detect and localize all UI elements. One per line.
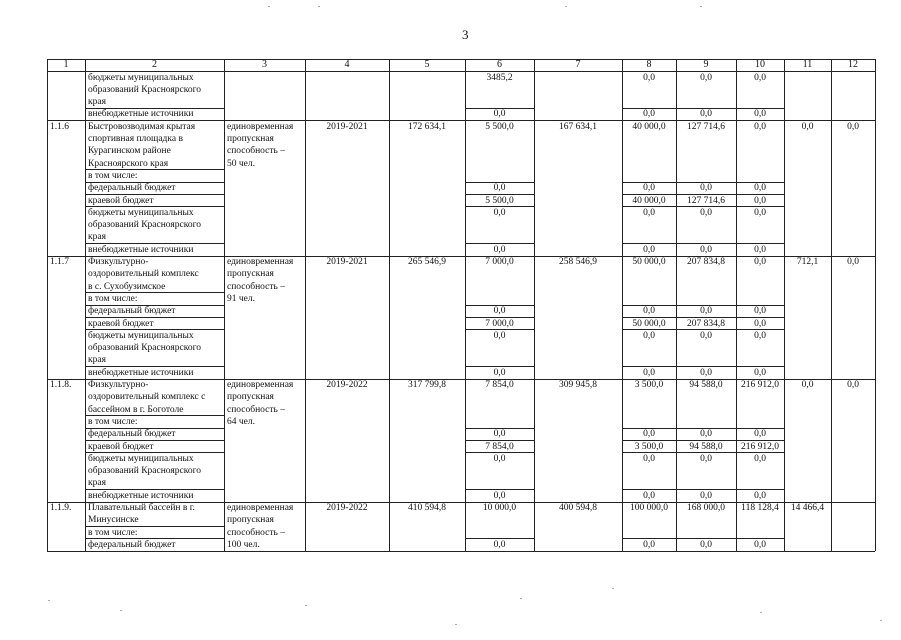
- table-cell-r17-c3: способность –: [227, 281, 285, 292]
- table-cell-r28-c2: в том числе:: [88, 416, 138, 427]
- table-cell-r19-c6: 0,0: [493, 306, 506, 317]
- table-cell-r35-c5: 410 594,8: [408, 503, 446, 513]
- table-cell-r31-c9: 0,0: [700, 453, 712, 464]
- table-cell-r35-c11: 14 466,4: [790, 503, 825, 513]
- table-cell-r15-c10: 0,0: [754, 257, 766, 267]
- scan-speck: [880, 620, 882, 621]
- header-cell-10: 10: [755, 59, 765, 70]
- budget-table: [47, 59, 875, 557]
- table-cell-r3-c6: 0,0: [493, 109, 506, 120]
- page-number: 3: [462, 27, 469, 42]
- table-cell-r29-c8: 0,0: [643, 429, 655, 440]
- table-cell-r11-c2: бюджеты муниципальных: [88, 207, 194, 218]
- table-cell-r4-c4: 2019-2021: [326, 121, 368, 132]
- table-cell-r25-c7: 309 945,8: [559, 380, 597, 390]
- table-cell-r37-c2: в том числе:: [88, 527, 138, 538]
- table-cell-r9-c8: 0,0: [643, 183, 655, 194]
- header-cell-1: 1: [63, 59, 69, 70]
- table-cell-r19-c2: федеральный бюджет: [88, 306, 176, 317]
- table-cell-r15-c3: единовременная: [227, 257, 294, 267]
- table-cell-r38-c3: 100 чел.: [227, 539, 260, 550]
- table-cell-r15-c8: 50 000,0: [632, 257, 666, 267]
- table-cell-r34-c9: 0,0: [700, 490, 712, 501]
- table-cell-r0-c2: бюджеты муниципальных: [88, 72, 194, 83]
- table-cell-r9-c2: федеральный бюджет: [88, 183, 176, 194]
- table-cell-r25-c11: 0,0: [801, 380, 814, 390]
- table-cell-r4-c1: 1.1.6: [50, 121, 69, 132]
- table-cell-r25-c4: 2019-2022: [326, 380, 368, 390]
- table-cell-r26-c3: пропускная: [227, 392, 274, 403]
- table-cell-r21-c6: 0,0: [493, 330, 506, 341]
- table-cell-r38-c2: федеральный бюджет: [88, 539, 176, 550]
- table-cell-r15-c6: 7 000,0: [485, 257, 514, 267]
- table-cell-r29-c10: 0,0: [754, 429, 766, 440]
- table-cell-r34-c6: 0,0: [493, 490, 506, 501]
- table-cell-r20-c6: 7 000,0: [485, 318, 514, 329]
- table-column-rule: [389, 59, 390, 551]
- table-cell-r27-c3: способность –: [227, 404, 285, 415]
- header-cell-9: 9: [703, 59, 709, 70]
- table-column-rule: [534, 59, 535, 551]
- table-cell-r3-c8: 0,0: [643, 109, 655, 120]
- table-cell-r1-c2: образований Красноярского: [88, 84, 202, 95]
- table-cell-r11-c10: 0,0: [754, 207, 766, 218]
- table-cell-r3-c2: внебюджетные источники: [88, 109, 194, 120]
- table-cell-r10-c6: 5 500,0: [485, 195, 514, 206]
- table-cell-r25-c9: 94 588,0: [689, 380, 723, 390]
- table-cell-r17-c2: в с. Сухобузимское: [88, 281, 166, 292]
- table-cell-r19-c8: 0,0: [643, 306, 655, 317]
- table-cell-r19-c9: 0,0: [700, 306, 712, 317]
- table-cell-r0-c8: 0,0: [643, 72, 655, 83]
- table-cell-r4-c12: 0,0: [847, 121, 859, 132]
- table-cell-r25-c12: 0,0: [847, 380, 859, 390]
- table-cell-r25-c10: 216 912,0: [741, 380, 779, 390]
- scan-speck: [268, 6, 270, 7]
- header-cell-11: 11: [802, 59, 813, 70]
- table-cell-r30-c9: 94 588,0: [689, 441, 723, 452]
- table-cell-r15-c4: 2019-2021: [326, 257, 368, 267]
- table-cell-r25-c5: 317 799,8: [408, 380, 446, 390]
- table-cell-r34-c8: 0,0: [643, 490, 655, 501]
- table-cell-r35-c3: единовременная: [227, 503, 294, 513]
- table-cell-r22-c2: образований Красноярского: [88, 343, 202, 354]
- table-cell-r35-c4: 2019-2022: [326, 503, 368, 513]
- table-cell-r16-c2: оздоровительный комплекс: [88, 269, 199, 280]
- table-cell-r4-c11: 0,0: [801, 121, 814, 132]
- table-cell-r35-c7: 400 594,8: [559, 503, 597, 513]
- table-cell-r5-c3: пропускная: [227, 134, 274, 144]
- header-cell-7: 7: [575, 59, 581, 70]
- table-cell-r13-c2: края: [88, 232, 106, 243]
- table-cell-r24-c9: 0,0: [700, 367, 712, 378]
- table-cell-r15-c2: Физкультурно-: [88, 257, 149, 267]
- scan-speck: [700, 6, 702, 7]
- header-cell-5: 5: [424, 59, 430, 70]
- table-cell-r35-c8: 100 000,0: [630, 503, 668, 513]
- table-cell-r4-c5: 172 634,1: [408, 121, 446, 132]
- table-cell-r4-c8: 40 000,0: [632, 121, 666, 132]
- table-cell-r36-c2: Минусинске: [88, 515, 139, 526]
- table-cell-r10-c2: краевой бюджет: [88, 195, 154, 206]
- table-cell-r25-c3: единовременная: [227, 380, 294, 390]
- table-cell-r38-c10: 0,0: [754, 539, 766, 550]
- table-cell-r30-c2: краевой бюджет: [88, 441, 154, 452]
- table-cell-r38-c6: 0,0: [493, 539, 506, 550]
- table-cell-r35-c9: 168 000,0: [687, 503, 725, 513]
- table-column-rule: [875, 59, 876, 551]
- table-cell-r11-c9: 0,0: [700, 207, 712, 218]
- table-cell-r4-c9: 127 714,6: [687, 121, 725, 132]
- table-cell-r15-c12: 0,0: [847, 257, 859, 267]
- table-column-rule: [224, 59, 225, 551]
- table-cell-r11-c6: 0,0: [493, 207, 506, 218]
- header-cell-8: 8: [646, 59, 652, 70]
- table-cell-r4-c3: единовременная: [227, 121, 294, 132]
- table-cell-r6-c2: Курагинском районе: [88, 146, 171, 157]
- table-cell-r21-c8: 0,0: [643, 330, 655, 341]
- table-cell-r0-c10: 0,0: [754, 72, 766, 83]
- table-cell-r7-c2: Красноярского края: [88, 158, 169, 169]
- table-cell-r9-c6: 0,0: [493, 183, 506, 194]
- table-column-rule: [47, 59, 48, 551]
- table-cell-r25-c2: Физкультурно-: [88, 380, 149, 390]
- table-cell-r7-c3: 50 чел.: [227, 158, 255, 169]
- table-cell-r24-c10: 0,0: [754, 367, 766, 378]
- table-cell-r35-c6: 10 000,0: [482, 503, 517, 513]
- table-cell-r23-c2: края: [88, 355, 106, 366]
- table-cell-r25-c8: 3 500,0: [634, 380, 664, 390]
- table-cell-r35-c1: 1.1.9.: [50, 503, 72, 513]
- table-cell-r4-c10: 0,0: [754, 121, 766, 132]
- table-cell-r30-c10: 216 912,0: [741, 441, 779, 452]
- table-cell-r20-c8: 50 000,0: [632, 318, 666, 329]
- table-cell-r24-c8: 0,0: [643, 367, 655, 378]
- table-cell-r21-c10: 0,0: [754, 330, 766, 341]
- table-cell-r4-c2: Быстровозводимая крытая: [88, 121, 196, 132]
- table-cell-r0-c6: 3485,2: [486, 72, 513, 83]
- scan-speck: [520, 598, 522, 599]
- table-cell-r21-c2: бюджеты муниципальных: [88, 330, 194, 341]
- table-cell-r4-c6: 5 500,0: [485, 121, 514, 132]
- table-cell-r15-c9: 207 834,8: [687, 257, 725, 267]
- table-cell-r10-c10: 0,0: [754, 195, 766, 206]
- table-cell-r25-c6: 7 854,0: [485, 380, 514, 390]
- scan-speck: [612, 588, 614, 589]
- scan-speck: [760, 612, 762, 613]
- table-cell-r11-c8: 0,0: [643, 207, 655, 218]
- table-cell-r27-c2: бассейном в г. Боготоле: [88, 404, 184, 415]
- table-cell-r15-c11: 712,1: [796, 257, 819, 267]
- table-cell-r24-c6: 0,0: [493, 367, 506, 378]
- table-cell-r14-c2: внебюджетные источники: [88, 244, 194, 255]
- table-cell-r14-c8: 0,0: [643, 244, 655, 255]
- table-cell-r28-c3: 64 чел.: [227, 416, 255, 427]
- table-cell-r15-c7: 258 546,9: [559, 257, 597, 267]
- table-cell-r0-c9: 0,0: [700, 72, 712, 83]
- table-cell-r2-c2: края: [88, 97, 106, 108]
- table-cell-r9-c10: 0,0: [754, 183, 766, 194]
- table-column-rule: [831, 59, 832, 551]
- table-cell-r35-c10: 118 128,4: [741, 503, 779, 513]
- table-cell-r38-c9: 0,0: [700, 539, 712, 550]
- table-cell-r21-c9: 0,0: [700, 330, 712, 341]
- scan-speck: [120, 610, 122, 611]
- table-cell-r14-c9: 0,0: [700, 244, 712, 255]
- table-cell-r37-c3: способность –: [227, 527, 285, 538]
- table-cell-r36-c3: пропускная: [227, 515, 274, 526]
- table-cell-r20-c9: 207 834,8: [687, 318, 725, 329]
- header-cell-12: 12: [848, 59, 858, 70]
- table-cell-r14-c10: 0,0: [754, 244, 766, 255]
- table-cell-r14-c6: 0,0: [493, 244, 506, 255]
- table-cell-r30-c6: 7 854,0: [485, 441, 514, 452]
- table-cell-r38-c8: 0,0: [643, 539, 655, 550]
- header-cell-2: 2: [152, 59, 157, 70]
- table-cell-r18-c3: 91 чел.: [227, 293, 255, 304]
- header-cell-6: 6: [497, 59, 502, 70]
- table-cell-r32-c2: образований Красноярского: [88, 466, 202, 477]
- header-cell-3: 3: [262, 59, 267, 70]
- table-cell-r34-c2: внебюджетные источники: [88, 490, 194, 501]
- table-cell-r10-c8: 40 000,0: [632, 195, 666, 206]
- scan-speck: [48, 600, 50, 601]
- scan-speck: [455, 624, 457, 625]
- table-column-rule: [784, 59, 785, 551]
- table-cell-r15-c5: 265 546,9: [408, 257, 446, 267]
- table-cell-r31-c2: бюджеты муниципальных: [88, 453, 194, 464]
- table-cell-r20-c2: краевой бюджет: [88, 318, 154, 329]
- table-cell-r33-c2: края: [88, 478, 106, 489]
- table-cell-r19-c10: 0,0: [754, 306, 766, 317]
- table-cell-r31-c6: 0,0: [493, 453, 506, 464]
- scan-speck: [305, 605, 307, 606]
- table-cell-r31-c8: 0,0: [643, 453, 655, 464]
- table-cell-r8-c2: в том числе:: [88, 170, 138, 181]
- table-cell-r29-c2: федеральный бюджет: [88, 429, 176, 440]
- scan-speck: [318, 6, 320, 7]
- table-column-rule: [305, 59, 306, 551]
- table-cell-r5-c2: спортивная площадка в: [88, 134, 183, 144]
- scan-speck: [565, 6, 567, 7]
- table-cell-r16-c3: пропускная: [227, 269, 274, 280]
- table-cell-r4-c7: 167 634,1: [559, 121, 597, 132]
- table-cell-r18-c2: в том числе:: [88, 293, 138, 304]
- table-cell-r6-c3: способность –: [227, 146, 285, 157]
- table-cell-r3-c9: 0,0: [700, 109, 712, 120]
- table-cell-r12-c2: образований Красноярского: [88, 220, 202, 231]
- table-cell-r25-c1: 1.1.8.: [50, 380, 72, 390]
- table-cell-r3-c10: 0,0: [754, 109, 766, 120]
- table-cell-r26-c2: оздоровительный комплекс с: [88, 392, 206, 403]
- header-cell-4: 4: [344, 59, 350, 70]
- table-cell-r9-c9: 0,0: [700, 183, 712, 194]
- table-cell-r29-c9: 0,0: [700, 429, 712, 440]
- table-cell-r34-c10: 0,0: [754, 490, 766, 501]
- table-cell-r24-c2: внебюджетные источники: [88, 367, 194, 378]
- table-cell-r35-c2: Плавательный бассейн в г.: [88, 503, 195, 513]
- table-cell-r20-c10: 0,0: [754, 318, 766, 329]
- table-cell-r30-c8: 3 500,0: [634, 441, 664, 452]
- table-cell-r29-c6: 0,0: [493, 429, 506, 440]
- table-cell-r31-c10: 0,0: [754, 453, 766, 464]
- table-cell-r15-c1: 1.1.7: [50, 257, 69, 267]
- table-cell-r10-c9: 127 714,6: [687, 195, 725, 206]
